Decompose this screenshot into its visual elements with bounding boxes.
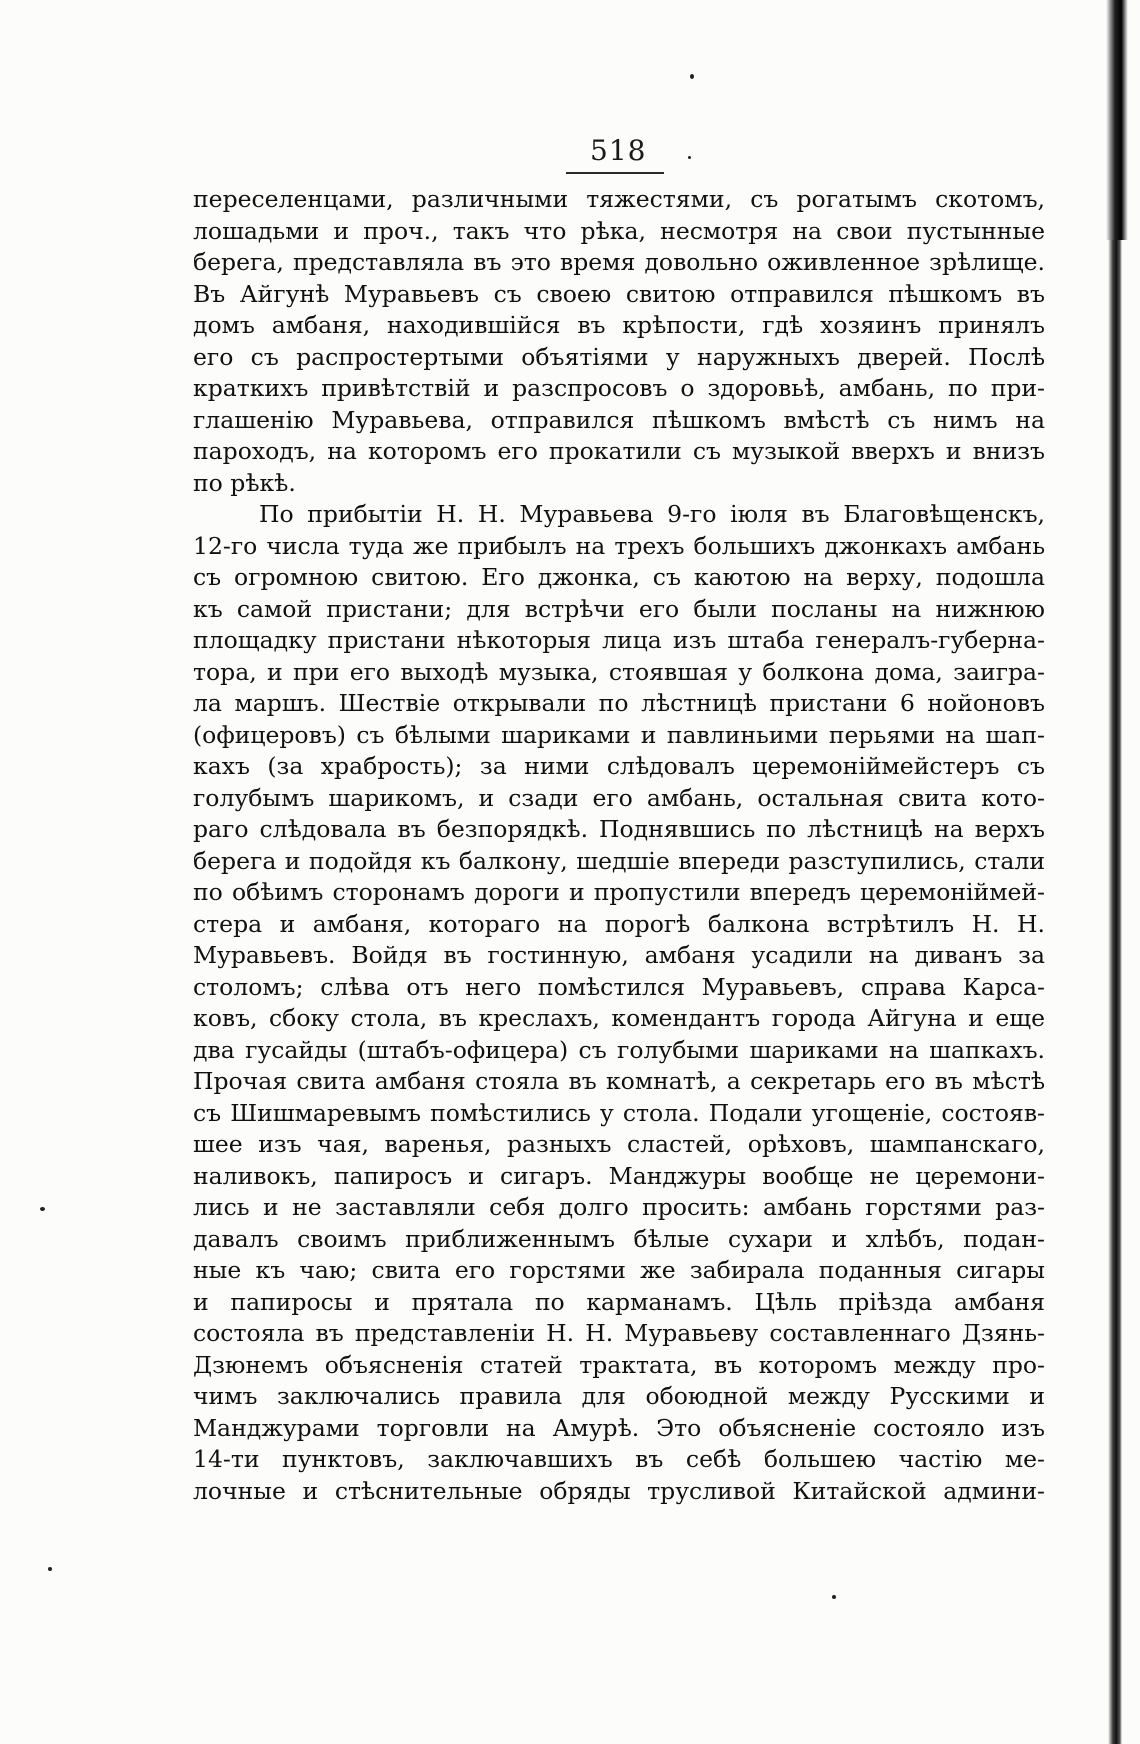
text-line: переселенцами, различными тяжестями, съ рогатымъ скотомъ,: [193, 185, 1045, 213]
text-line: къ самой пристани; для встрѣчи его были посланы на нижнюю: [193, 594, 1045, 623]
text-line: кахъ (за храбрость); за ними слѣдовалъ церемоніймейстеръ съ: [193, 752, 1045, 780]
text-line: лись и не заставляли себя долго просить: амбань горстями раз-: [193, 1193, 1045, 1221]
text-line: и папиросы и прятала по карманамъ. Цѣль пріѣзда амбаня: [193, 1287, 1045, 1316]
text-line: 14-ти пунктовъ, заключавшихъ въ себѣ большею частію ме-: [193, 1445, 1045, 1473]
scan-speck: [688, 156, 691, 159]
text-line: ковъ, сбоку стола, въ креслахъ, комендантъ города Айгуна и еще: [193, 1004, 1045, 1032]
text-line: Муравьевъ. Войдя въ гостинную, амбаня усадили на диванъ за: [193, 941, 1045, 969]
text-line: Въ Айгунѣ Муравьевъ съ своею свитою отправился пѣшкомъ въ: [193, 279, 1045, 308]
text-line: тора, и при его выходѣ музыка, стоявшая у болкона дома, заигра-: [193, 657, 1045, 686]
text-line: съ огромною свитою. Его джонка, съ каютою на верху, подошла: [193, 563, 1045, 591]
scan-speck: [832, 1595, 836, 1599]
text-line: глашенію Муравьева, отправился пѣшкомъ вмѣстѣ съ нимъ на: [193, 405, 1045, 434]
text-line: пароходъ, на которомъ его прокатили съ музыкой вверхъ и внизъ: [193, 437, 1045, 465]
body-text: [193, 184, 1045, 1507]
page-number-rule: [566, 172, 664, 174]
page-binding-edge: [1108, 0, 1122, 1744]
text-line: давалъ своимъ приближеннымъ бѣлые сухари и хлѣбъ, подан-: [193, 1224, 1045, 1253]
text-line: голубымъ шарикомъ, и сзади его амбань, остальная свита кото-: [193, 783, 1045, 812]
page-number: 518: [590, 134, 647, 167]
paragraph-start-line: По прибытіи Н. Н. Муравьева 9-го іюля въ Благовѣщенскъ,: [259, 500, 1045, 528]
text-line: по обѣимъ сторонамъ дороги и пропустили впередъ церемоніймей-: [193, 878, 1045, 906]
text-line: его съ распростертыми объятіями у наружныхъ дверей. Послѣ: [193, 342, 1045, 371]
text-line: краткихъ привѣтствій и разспросовъ о здоровьѣ, амбань, по при-: [193, 374, 1045, 402]
scan-speck: [48, 1567, 52, 1571]
text-line: чимъ заключались правила для обоюдной между Русскими и: [193, 1382, 1045, 1410]
text-line: ла маршъ. Шествіе открывали по лѣстницѣ пристани 6 нойоновъ: [193, 689, 1045, 717]
text-line: состояла въ представленіи Н. Н. Муравьеву составленнаго Дзянь-: [193, 1319, 1045, 1347]
text-line: шее изъ чая, варенья, разныхъ сластей, орѣховъ, шампанскаго,: [193, 1130, 1045, 1158]
text-line: (офицеровъ) съ бѣлыми шариками и павлиньими перьями на шап-: [193, 720, 1045, 749]
text-line: ные къ чаю; свита его горстями же забирала поданныя сигары: [193, 1256, 1045, 1284]
text-line: раго слѣдовала въ безпорядкѣ. Поднявшись по лѣстницѣ на верхъ: [193, 815, 1045, 843]
scan-speck: [40, 1207, 45, 1211]
text-line: площадку пристани нѣкоторыя лица изъ штаба генералъ-губерна-: [193, 626, 1045, 654]
text-line: наливокъ, папиросъ и сигаръ. Манджуры вообще не церемони-: [193, 1161, 1045, 1190]
text-line: берега и подойдя къ балкону, шедшіе впереди разступились, стали: [193, 846, 1045, 875]
text-line: Прочая свита амбаня стояла въ комнатѣ, а секретарь его въ мѣстѣ: [193, 1067, 1045, 1095]
text-line: столомъ; слѣва отъ него помѣстился Муравьевъ, справа Карса-: [193, 972, 1045, 1001]
text-line: лошадьми и проч., такъ что рѣка, несмотря на свои пустынные: [193, 216, 1045, 245]
page-binding-shadow: [1106, 0, 1128, 240]
text-line: лочные и стѣснительные обряды трусливой Китайской админи-: [193, 1476, 1045, 1505]
text-line: по рѣкѣ.: [193, 468, 296, 497]
text-line: стера и амбаня, котораго на порогѣ балкона встрѣтилъ Н. Н.: [193, 909, 1045, 938]
text-line: Дзюнемъ объясненія статей трактата, въ которомъ между про-: [193, 1350, 1045, 1379]
scan-speck: [690, 74, 694, 79]
text-line: два гусайды (штабъ-офицера) съ голубыми шариками на шапкахъ.: [193, 1035, 1045, 1064]
text-line: Манджурами торговли на Амурѣ. Это объясненіе состояло изъ: [193, 1413, 1045, 1442]
text-line: берега, представляла въ это время довольно оживленное зрѣлище.: [193, 248, 1045, 276]
text-line: домъ амбаня, находившійся въ крѣпости, гдѣ хозяинъ принялъ: [193, 311, 1045, 339]
text-line: 12-го числа туда же прибылъ на трехъ большихъ джонкахъ амбань: [193, 531, 1045, 560]
text-line: съ Шишмаревымъ помѣстились у стола. Подали угощеніе, состояв-: [193, 1098, 1045, 1127]
